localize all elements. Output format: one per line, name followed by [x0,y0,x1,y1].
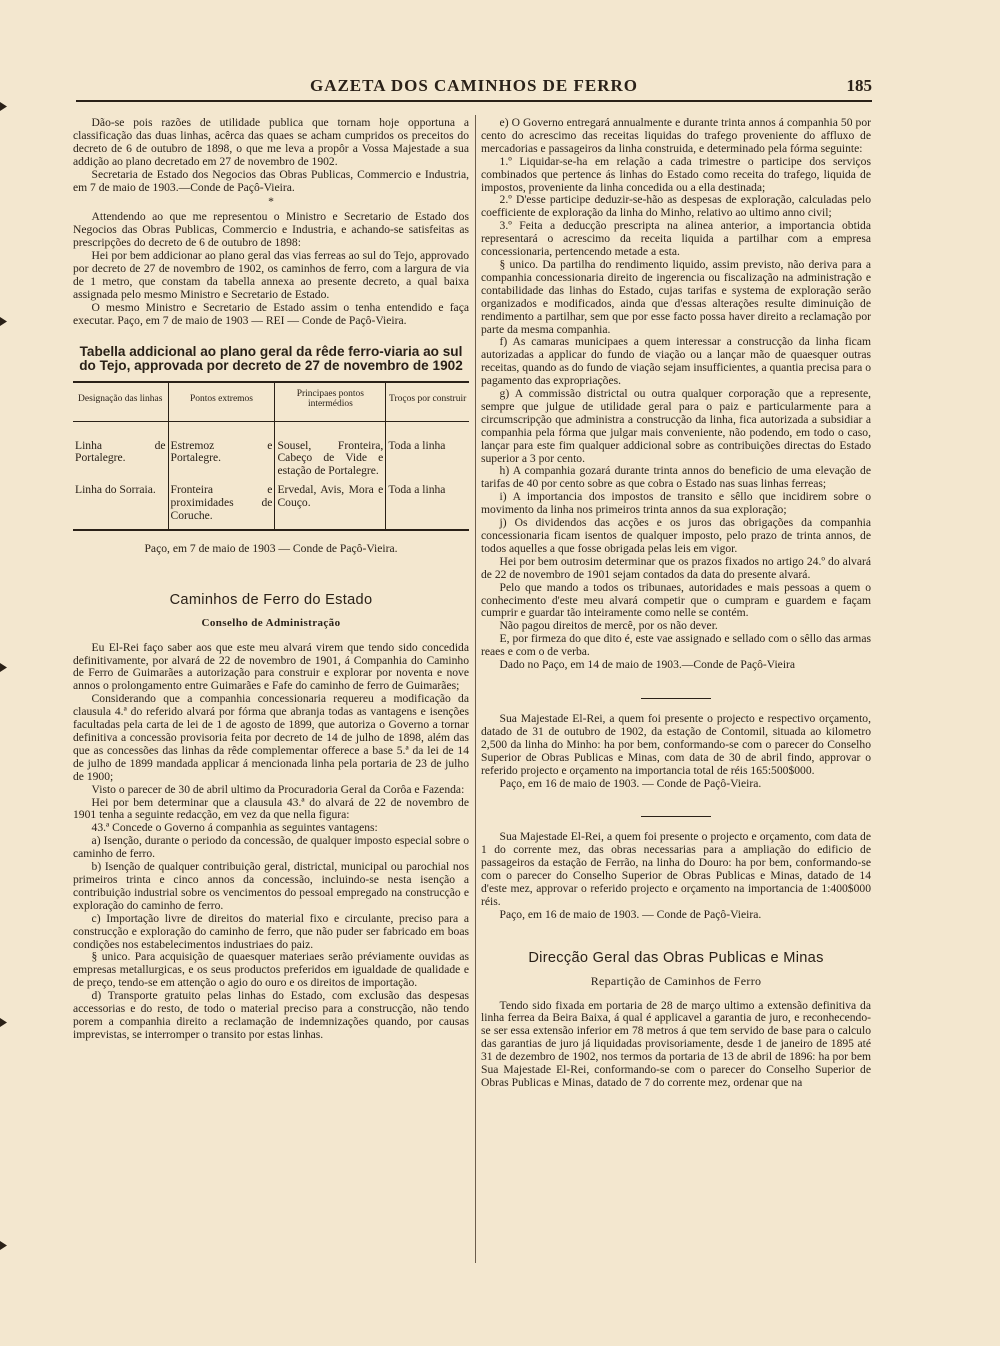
paragraph: h) A companhia gozará durante trinta annos do beneficio de uma elevação de tarifas de 40 por cento sobre as que cobra o Estado nas suas linhas ferreas; [481,464,871,491]
page-number: 185 [846,76,872,95]
paragraph: Não pagou direitos de mercê, por os não dever. [499,619,718,633]
table-cell: Toda a linha [386,484,469,530]
paragraph: d) Transporte gratuito pelas linhas do Estado, com exclusão das despesas accessorias e do resto, de todo o material preciso para a construcção, não tendo porem a companhia direito a reclamação de indemnizações quando, por causas imprevistas, se interromper o transito por estas linhas. [73,989,469,1041]
paragraph: Secretaria de Estado dos Negocios das Obras Publicas, Commercio e Industria, em 7 de maio de 1903.—Conde de Paçô-Vieira. [73,167,469,194]
table-title: Tabella addicional ao plano geral da rêde ferro-viaria ao sul do Tejo, approvada por decreto de 27 de novembro de 1902 [79,343,463,373]
paragraph: Pelo que mando a todos os tribunaes, autoridades e mais pessoas a quem o conhecimento d'este meu alvará competir que o cumpram e guardem e façam cumprir e guardar tão inteiramente como nelle se contém. [481,580,871,620]
right-column [481,117,871,1090]
section-subtitle: Conselho de Administração [201,616,341,629]
lines-table [73,381,469,531]
paragraph: Tendo sido fixada em portaria de 28 de março ultimo a extensão definitiva da linha ferrea da Beira Baixa, á qual é applicavel a garantia de juro, e reconhecendo-se ser essa extensão inferior em 78 metros á que tem servido de base para o calculo das garantias de juro já liquidadas provisoriamente, desde 1 de janeiro de 1895 até 31 de dezembro de 1902, nos termos da portaria de 13 de abril de 1896: ha por bem Sua Majestade El-Rei, conformando-se com o parecer do Conselho Superior de Obras Publicas e Minas, datado de 7 do corrente mez, ordenar que na [481,998,871,1089]
paragraph: Paço, em 16 de maio de 1903. — Conde de Paçô-Vieira. [499,907,762,921]
paragraph: Dado no Paço, em 14 de maio de 1903.—Conde de Paçô-Vieira [499,658,796,672]
separator-rule [641,816,711,817]
header-rule [76,100,872,102]
paragraph: § unico. Da partilha do rendimento liquido, assim previsto, não deriva para a companhia concessionaria direito de ingerencia ou fiscalização na administração e contabilidade das linhas do Estado, cujas tarifas e systema de exploração serão organizados e modificados, ainda que d'essas alterações resulte diminuição de rendimento a partilhar, sem que por esse facto possa haver direito a reclamação por parte da mesma companhia. [481,257,871,336]
margin-mark-icon [0,663,7,672]
table-header: Principaes pontos intermédios [275,382,386,422]
paragraph: c) Importação livre de direitos do material fixo e circulante, preciso para a construcção e exploração do caminho de ferro, que não puder ser fabricado em boas condições nos estabelecimentos industriaes do paiz. [73,911,469,951]
margin-mark-icon [0,1241,7,1250]
margin-mark-icon [0,1018,7,1027]
journal-title: GAZETA DOS CAMINHOS DE FERRO [309,76,639,95]
paragraph: E, por firmeza do que dito é, este vae assignado e sellado com o sêllo das armas reaes e com o de verba. [481,632,871,659]
table-header: Pontos extremos [168,382,275,422]
paragraph: 3.º Feita a deducção prescripta na alinea anterior, a importancia obtida representará o acrescimo da receita liquida a partilhar com a empresa concessionaria, pertencendo metade a esta. [481,219,871,259]
paragraph: Eu El-Rei faço saber aos que este meu alvará virem que tendo sido concedida definitivamente, por alvará de 22 de novembro de 1901, á Companhia do Caminho de Ferro de Guimarães a autorização para construir e explorar por noventa e nove annos o prolongamento entre Guimarães e Fafe do caminho de ferro de Guimarães; [73,640,469,693]
paragraph: Hei por bem outrosim determinar que os prazos fixados no artigo 24.º do alvará de 22 de novembro de 1901 sejam contados da data do presente alvará. [481,554,871,581]
column-divider [475,115,476,1263]
paragraph: Considerando que a companhia concessionaria requereu a modificação da clausula 4.ª do referido alvará por fórma que abranja todas as vantagens e isenções facultadas pela carta de lei de 1 de agosto de 1899, que autoriza o Governo a tornar definitiva a concessão provisoria feita por decreto de 14 de julho de 1898, além das que as concessões das linhas da rêde complementar offerece a base 5.ª da lei de 14 de julho de 1899 mandada applicar á mencionada linha pela portaria de 23 de julho de 1900; [73,692,469,783]
table-header-row [73,382,469,422]
table-cell: Linha do Sorraia. [75,483,156,497]
asterisk-separator: * [268,195,274,209]
paragraph: Sua Majestade El-Rei, a quem foi presente o projecto e orçamento, com data de 1 do corrente mez, das obras necessarias para a ampliação do edificio de passageiros da estação de Ferrão, na linha do Douro: ha por bem, conformando-se com o parecer do Conselho Superior de Obras Publicas e Minas, datado de 14 d'este mez, approvar o referido projecto e orçamento na importancia de 1:400$000 réis. [481,830,871,908]
paragraph: a) Isenção, durante o periodo da concessão, de qualquer imposto especial sobre o caminho de ferro. [73,834,469,861]
paragraph: e) O Governo entregará annualmente e durante trinta annos á companhia 50 por cento do acrescimo das receitas liquidas do trafego proveniente do affluxo de mercadorias e passageiros da linha construida, e determinado pela fórma seguinte: [481,116,871,155]
paragraph: j) Os dividendos das acções e os juros das obrigações da companhia concessionaria ficam isentos de qualquer imposto, pelo prazo de trinta annos, de todos aquelles a que fosse obrigada pelas leis em vigor. [481,516,871,555]
table-cell: Linha de Portalegre. [75,438,166,465]
paragraph: O mesmo Ministro e Secretario de Estado assim o tenha entendido e faça executar. Paço, em 7 de maio de 1903 — REI — Conde de Paçô-Vieira. [73,300,469,327]
paragraph: b) Isenção de qualquer contribuição geral, districtal, municipal ou parochial nos primeiros trinta e cinco annos da concessão, incluindo-se nesta isenção a contribuição industrial sobre os vencimentos do pessoal empregado na construcção e exploração do caminho de ferro. [73,860,469,912]
table-header: Designação das linhas [73,382,168,422]
page-header [76,72,872,100]
left-column [73,117,469,1042]
paragraph: Visto o parecer de 30 de abril ultimo da Procuradoria Geral da Corôa e Fazenda: [91,782,465,796]
table-cell: Fronteira e proximidades de Coruche. [168,484,275,530]
paragraph: i) A importancia dos impostos de transito e sêllo que incidirem sobre o movimento da linha nos primeiros trinta annos da sua exploração; [481,490,871,517]
paragraph: 2.º D'esse participe deduzir-se-hão as despesas de exploração, calculadas pelo coefficiente de exploração da linha do Minho, relativo ao ultimo anno civil; [481,193,871,220]
section-title: Caminhos de Ferro do Estado [169,591,373,608]
paragraph: Hei por bem addicionar ao plano geral das vias ferreas ao sul do Tejo, approvado por decreto de 27 de novembro de 1902, os caminhos de ferro, com a largura de via de 1 metro, que constam da tabella annexa ao presente decreto, a qual baixa assignada pelo mesmo Ministro e Secretario de Estado. [73,249,469,301]
separator-rule [641,698,711,699]
margin-mark-icon [0,317,7,326]
table-signature: Paço, em 7 de maio de 1903 — Conde de Paçô-Vieira. [144,541,398,555]
paragraph: Dão-se pois razões de utilidade publica que tornam hoje opportuna a classificação das duas linhas, acêrca das quaes se acham cumpridos os preceitos do decreto de 6 de outubro de 1898, o que me leva a propôr a Vossa Majestade a sua addição ao plano decretado em 27 de novembro de 1902. [73,116,469,168]
table-cell: Ervedal, Avis, Mora e Couço. [275,484,386,530]
margin-mark-icon [0,102,7,111]
table-header: Troços por construir [386,382,469,422]
section-subtitle: Repartição de Caminhos de Ferro [590,973,762,988]
table-row [73,484,469,530]
section-title: Direcção Geral das Obras Publicas e Minas [528,949,824,966]
table-cell: Sousel, Fronteira, Cabeço de Vide e estação de Portalegre. [275,421,386,484]
paragraph: § unico. Para acquisição de quaesquer materiaes serão préviamente ouvidas as empresas metallurgicas, e os seus productos preferidos em igualdade de qualidade e de preço, tendo-se em attenção o agio do ouro e os direitos de importação. [73,950,469,990]
table-cell: Toda a linha [386,421,469,484]
paragraph: 43.ª Concede o Governo á companhia as seguintes vantagens: [91,821,378,835]
paragraph: Paço, em 16 de maio de 1903. — Conde de Paçô-Vieira. [499,776,762,790]
paragraph: g) A commissão districtal ou outra qualquer corporação que a represente, sempre que julgue de utilidade geral para o paiz e particularmente para a circumscripção que administra a construcção da linha, fica autorizada a subsidiar a companhia pela fórma que julgar mais conveniente, não podendo, em todo o caso, lançar para este fim qualquer addicional sobre as contribuições directas do Estado superior a 3 por cento. [481,387,871,465]
table-cell: Estremoz e Portalegre. [168,421,275,484]
paragraph: Hei por bem determinar que a clausula 43.ª do alvará de 22 de novembro de 1901 tenha a seguinte redacção, em vez da que nella figura: [73,795,469,822]
paragraph: 1.º Liquidar-se-ha em relação a cada trimestre o participe dos serviços combinados que pertence ás linhas do Estado como receita do trafego, liquida de impostos, proveniente da linha concedida ou a ella destinada; [481,154,871,194]
paragraph: Sua Majestade El-Rei, a quem foi presente o projecto e respectivo orçamento, datado de 31 de outubro de 1902, da estação de Contomil, situada ao kilometro 2,500 da linha do Minho: ha por bem, conformando-se com o parecer do Conselho Superior de Obras Publicas e Minas, com data de 30 de abril findo, approvar o referido projecto e orçamento na importancia total de réis 165:500$000. [481,711,871,777]
paragraph: Attendendo ao que me representou o Ministro e Secretario de Estado dos Negocios das Obras Publicas, Commercio e Industria, e achando-se satisfeitas as prescripções do decreto de 6 de outubro de 1898: [73,210,469,250]
table-row [73,421,469,484]
paragraph: f) As camaras municipaes a quem interessar a construcção da linha ficam autorizadas a applicar do fundo de viação ou a lançar mão de quaesquer outras receitas, quando as do fundo de viação sejam insufficientes, a quantia precisa para o pagamento das expropriações. [481,335,871,388]
